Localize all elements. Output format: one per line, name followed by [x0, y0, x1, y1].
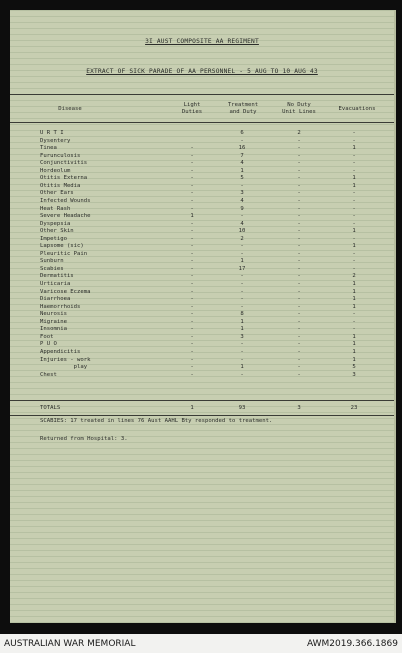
- evacuations-value: 5: [352, 364, 356, 371]
- table-row: [10, 311, 394, 318]
- disease-name: Injuries - work: [40, 356, 91, 363]
- treatment-value: -: [240, 182, 244, 189]
- treatment-value: -: [240, 341, 244, 348]
- table-row: [10, 243, 394, 250]
- no-duty-value: -: [297, 311, 301, 318]
- table-row: [10, 145, 394, 152]
- evacuations-value: -: [352, 152, 356, 159]
- disease-name: Furunculosis: [40, 152, 81, 159]
- table-row: [10, 198, 394, 205]
- light-duties-value: 1: [190, 213, 194, 220]
- treatment-value: -: [240, 288, 244, 295]
- disease-name: Heat Rash: [40, 205, 71, 212]
- no-duty-value: -: [297, 182, 301, 189]
- no-duty-value: -: [297, 160, 301, 167]
- evacuations-value: 1: [352, 228, 356, 235]
- table-row: [10, 326, 394, 333]
- table-row: [10, 228, 394, 235]
- table-row: [10, 190, 394, 197]
- evacuations-value: -: [352, 235, 356, 242]
- treatment-value: 4: [240, 160, 244, 167]
- evacuations-value: -: [352, 197, 356, 204]
- evacuations-value: -: [352, 258, 356, 265]
- header-disease: Disease: [58, 106, 82, 112]
- treatment-value: -: [240, 273, 244, 280]
- treatment-value: 1: [240, 326, 244, 333]
- disease-name: Infected Wounds: [40, 197, 91, 204]
- light-duties-value: -: [190, 243, 194, 250]
- light-duties-value: -: [190, 160, 194, 167]
- treatment-value: 2: [240, 235, 244, 242]
- no-duty-value: -: [297, 281, 301, 287]
- evacuations-value: 1: [352, 303, 356, 310]
- light-duties-value: -: [190, 258, 194, 265]
- disease-name: Dyspepsia: [40, 220, 71, 227]
- disease-name: Other Skin: [40, 228, 74, 235]
- disease-name: Chest: [40, 371, 57, 378]
- no-duty-value: -: [297, 318, 301, 325]
- totals-evacuations: 23: [350, 405, 358, 411]
- table-row: [10, 349, 394, 356]
- disease-name: Lapsome (sic): [40, 243, 84, 250]
- treatment-value: -: [240, 281, 244, 287]
- disease-name: Other Ears: [40, 190, 74, 197]
- evacuations-value: -: [352, 326, 356, 333]
- light-duties-value: -: [190, 303, 194, 310]
- treatment-value: 8: [240, 311, 244, 318]
- light-duties-value: -: [190, 348, 194, 355]
- no-duty-value: -: [297, 250, 301, 257]
- table-row: [10, 138, 394, 145]
- disease-name: Appendicitis: [40, 348, 81, 355]
- header-treatment-duty: Treatment and Duty: [227, 102, 259, 115]
- treatment-value: -: [240, 243, 244, 250]
- evacuations-value: -: [352, 167, 356, 174]
- light-duties-value: -: [190, 205, 194, 212]
- document-sheet: [10, 10, 396, 623]
- header-no-duty: No Duty Unit Lines: [282, 102, 316, 115]
- header-evacuations: Evacuations: [338, 106, 376, 112]
- no-duty-value: -: [297, 213, 301, 220]
- table-row: [10, 258, 394, 265]
- light-duties-value: -: [190, 371, 194, 378]
- table-row: [10, 153, 394, 160]
- table-row: [10, 289, 394, 296]
- document-title: EXTRACT OF SICK PARADE OF AA PERSONNEL - 5 AUG TO 10 AUG 43: [86, 68, 318, 75]
- no-duty-value: -: [297, 348, 301, 355]
- no-duty-value: -: [297, 371, 301, 378]
- evacuations-value: -: [352, 205, 356, 212]
- light-duties-value: -: [190, 296, 194, 303]
- disease-name: Haemorrhoids: [40, 303, 81, 310]
- totals-light: 1: [190, 405, 194, 411]
- treatment-value: 4: [240, 197, 244, 204]
- no-duty-value: -: [297, 273, 301, 280]
- no-duty-value: -: [297, 303, 301, 310]
- no-duty-value: -: [297, 258, 301, 265]
- table-row: [10, 296, 394, 303]
- treatment-value: -: [240, 137, 244, 144]
- light-duties-value: -: [190, 326, 194, 333]
- evacuations-value: 1: [352, 356, 356, 363]
- header-bottom-rule: [10, 122, 394, 123]
- no-duty-value: 2: [297, 130, 301, 136]
- light-duties-value: -: [190, 175, 194, 182]
- evacuations-value: 1: [352, 288, 356, 295]
- evacuations-value: -: [352, 318, 356, 325]
- light-duties-value: -: [190, 288, 194, 295]
- evacuations-value: -: [352, 311, 356, 318]
- disease-name: Sunburn: [40, 258, 64, 265]
- light-duties-value: -: [190, 235, 194, 242]
- disease-name: Urticaria: [40, 281, 71, 287]
- light-duties-value: -: [190, 333, 194, 340]
- light-duties-value: -: [190, 220, 194, 227]
- evacuations-value: 1: [352, 243, 356, 250]
- light-duties-value: -: [190, 273, 194, 280]
- evacuations-value: -: [352, 265, 356, 272]
- evacuations-value: 1: [352, 281, 356, 287]
- archive-caption: AUSTRALIAN WAR MEMORIAL: [4, 639, 136, 649]
- treatment-value: 1: [240, 167, 244, 174]
- treatment-value: 4: [240, 220, 244, 227]
- disease-name: Dermatitis: [40, 273, 74, 280]
- light-duties-value: -: [190, 152, 194, 159]
- evacuations-value: 1: [352, 145, 356, 152]
- disease-name: Scabies: [40, 265, 64, 272]
- treatment-value: 3: [240, 190, 244, 197]
- light-duties-value: -: [190, 197, 194, 204]
- evacuations-value: -: [352, 160, 356, 167]
- table-row: [10, 175, 394, 182]
- light-duties-value: -: [190, 364, 194, 371]
- light-duties-value: -: [190, 228, 194, 235]
- evacuations-value: 1: [352, 333, 356, 340]
- disease-name: Migraine: [40, 318, 67, 325]
- disease-name: Hordeolum: [40, 167, 71, 174]
- no-duty-value: -: [297, 265, 301, 272]
- table-row: [10, 357, 394, 364]
- treatment-value: -: [240, 348, 244, 355]
- disease-name: Severe Headache: [40, 213, 91, 220]
- table-row: [10, 364, 394, 371]
- evacuations-value: 2: [352, 273, 356, 280]
- totals-label: TOTALS: [40, 405, 61, 411]
- evacuations-value: 1: [352, 341, 356, 348]
- table-row: [10, 213, 394, 220]
- treatment-value: 6: [240, 130, 244, 136]
- no-duty-value: -: [297, 145, 301, 152]
- disease-name: U R T I: [40, 130, 64, 136]
- no-duty-value: -: [297, 326, 301, 333]
- totals-bottom-rule: [10, 415, 394, 416]
- no-duty-value: -: [297, 288, 301, 295]
- evacuations-value: -: [352, 220, 356, 227]
- no-duty-value: -: [297, 137, 301, 144]
- no-duty-value: -: [297, 364, 301, 371]
- no-duty-value: -: [297, 220, 301, 227]
- light-duties-value: -: [190, 190, 194, 197]
- no-duty-value: -: [297, 167, 301, 174]
- header-light-duties: Light Duties: [181, 102, 203, 115]
- table-row: [10, 168, 394, 175]
- table-row: [10, 251, 394, 258]
- no-duty-value: -: [297, 333, 301, 340]
- treatment-value: 7: [240, 152, 244, 159]
- table-row: [10, 130, 394, 137]
- treatment-value: 1: [240, 258, 244, 265]
- no-duty-value: -: [297, 205, 301, 212]
- disease-name: Conjunctivitis: [40, 160, 88, 167]
- light-duties-value: -: [190, 318, 194, 325]
- table-row: [10, 273, 394, 280]
- evacuations-value: 3: [352, 371, 356, 378]
- no-duty-value: -: [297, 296, 301, 303]
- table-row: [10, 319, 394, 326]
- totals-top-rule: [10, 400, 394, 401]
- treatment-value: 3: [240, 333, 244, 340]
- disease-name: Otitis Media: [40, 182, 81, 189]
- disease-name: Pleuritic Pain: [40, 250, 88, 257]
- no-duty-value: -: [297, 228, 301, 235]
- disease-name: Otitis Externa: [40, 175, 88, 182]
- evacuations-value: 1: [352, 182, 356, 189]
- treatment-value: 16: [238, 145, 246, 152]
- light-duties-value: -: [190, 145, 194, 152]
- no-duty-value: -: [297, 235, 301, 242]
- no-duty-value: -: [297, 190, 301, 197]
- disease-name: Diarrhoea: [40, 296, 71, 303]
- light-duties-value: -: [190, 250, 194, 257]
- scabies-note: SCABIES: 17 treated in lines 76 Aust AAHL Bty responded to treatment.: [40, 418, 273, 424]
- table-top-rule: [10, 94, 394, 95]
- table-row: [10, 266, 394, 273]
- treatment-value: -: [240, 356, 244, 363]
- treatment-value: 1: [240, 364, 244, 371]
- evacuations-value: -: [352, 130, 356, 136]
- treatment-value: 17: [238, 265, 246, 272]
- totals-treatment: 93: [238, 405, 246, 411]
- disease-name: Foot: [40, 333, 54, 340]
- table-row: [10, 206, 394, 213]
- evacuations-value: -: [352, 137, 356, 144]
- accession-number: AWM2019.366.1869: [306, 639, 398, 649]
- table-row: [10, 304, 394, 311]
- table-row: [10, 281, 394, 288]
- table-row: [10, 372, 394, 379]
- totals-row: [10, 405, 394, 413]
- no-duty-value: -: [297, 356, 301, 363]
- light-duties-value: -: [190, 281, 194, 287]
- table-row: [10, 183, 394, 190]
- no-duty-value: -: [297, 197, 301, 204]
- no-duty-value: -: [297, 152, 301, 159]
- treatment-value: -: [240, 371, 244, 378]
- disease-name: Dysentery: [40, 137, 71, 144]
- table-row: [10, 160, 394, 167]
- evacuations-value: -: [352, 250, 356, 257]
- evacuations-value: 1: [352, 175, 356, 182]
- treatment-value: -: [240, 303, 244, 310]
- light-duties-value: -: [190, 311, 194, 318]
- treatment-value: -: [240, 296, 244, 303]
- light-duties-value: -: [190, 265, 194, 272]
- light-duties-value: -: [190, 167, 194, 174]
- treatment-value: 9: [240, 205, 244, 212]
- unit-heading: 3I AUST COMPOSITE AA REGIMENT: [145, 38, 259, 45]
- evacuations-value: 1: [352, 296, 356, 303]
- evacuations-value: -: [352, 190, 356, 197]
- disease-name: Varicose Eczema: [40, 288, 91, 295]
- returned-note: Returned from Hospital: 3.: [40, 436, 128, 442]
- no-duty-value: -: [297, 243, 301, 250]
- disease-name: Impetigo: [40, 235, 67, 242]
- totals-no-duty: 3: [297, 405, 301, 411]
- light-duties-value: -: [190, 182, 194, 189]
- disease-name: play: [40, 364, 88, 371]
- treatment-value: 5: [240, 175, 244, 182]
- no-duty-value: -: [297, 175, 301, 182]
- disease-name: Tinea: [40, 145, 57, 152]
- light-duties-value: -: [190, 341, 194, 348]
- treatment-value: 10: [238, 228, 246, 235]
- disease-name: Neurosis: [40, 311, 67, 318]
- treatment-value: -: [240, 250, 244, 257]
- table-row: [10, 334, 394, 341]
- table-row: [10, 221, 394, 228]
- no-duty-value: -: [297, 341, 301, 348]
- treatment-value: -: [240, 213, 244, 220]
- disease-name: Insomnia: [40, 326, 67, 333]
- light-duties-value: -: [190, 356, 194, 363]
- evacuations-value: -: [352, 213, 356, 220]
- table-row: [10, 236, 394, 243]
- table-row: [10, 341, 394, 348]
- disease-name: P U O: [40, 341, 57, 348]
- treatment-value: 1: [240, 318, 244, 325]
- evacuations-value: 1: [352, 348, 356, 355]
